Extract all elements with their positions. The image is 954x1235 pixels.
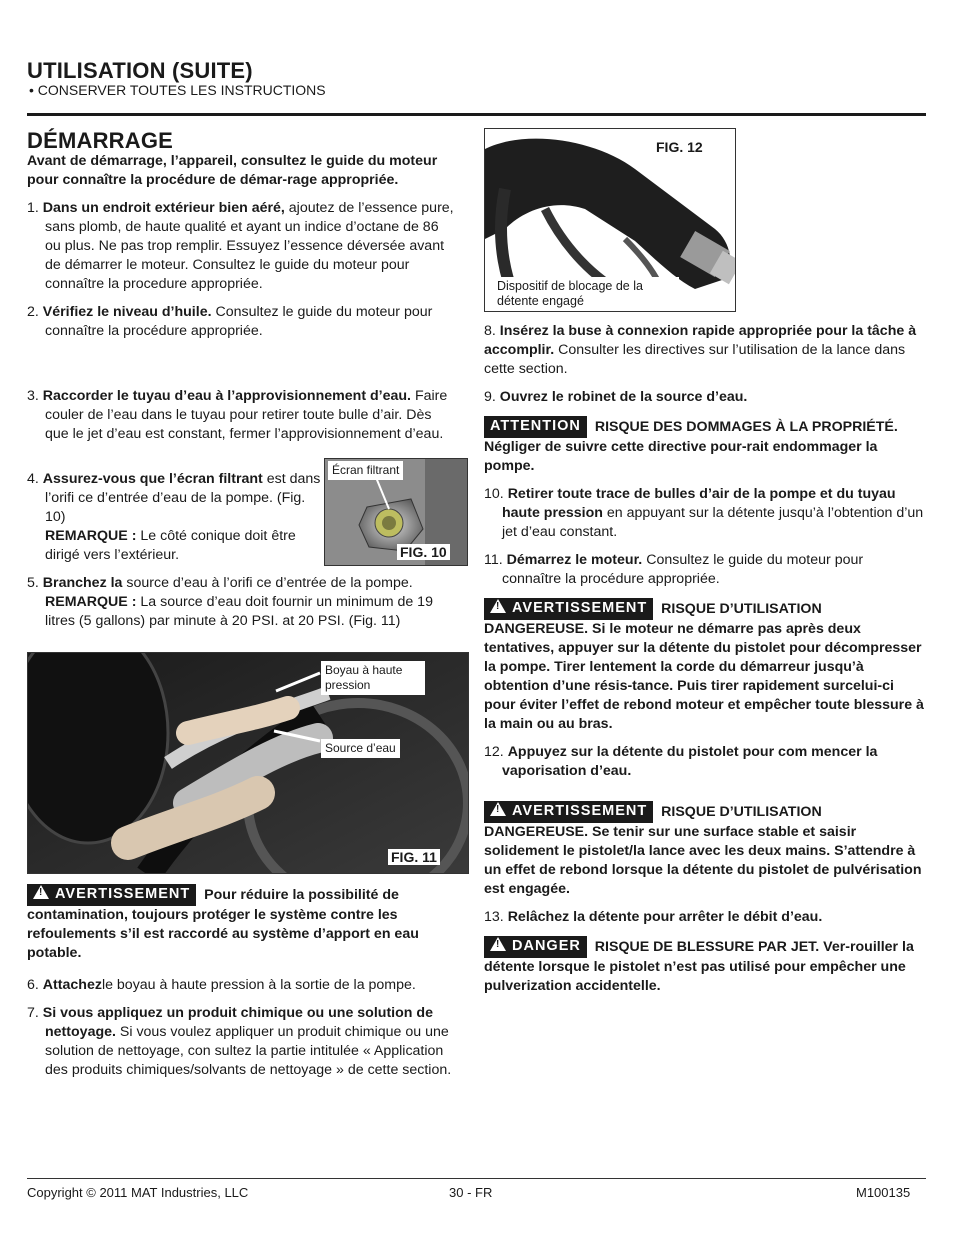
- section-title: DÉMARRAGE: [27, 128, 174, 153]
- figure-11: [27, 652, 469, 874]
- fig11-label: FIG. 11: [388, 849, 440, 865]
- alert-triangle-icon: !: [490, 937, 506, 951]
- step-13: 13. Relâchez la détente pour arrêter le débit d’eau.: [484, 909, 823, 925]
- step-3: 3. Raccorder le tuyau d’eau à l’approvisionnement d’eau. Faire couler de l’eau dans le tuyau pour retirer toute bulle d’air. Dès que le jet d’eau est constant, fermer l’approvisionnement d’eau.: [27, 388, 448, 442]
- danger-notice: ! DANGER RISQUE DE BLESSURE PAR JET. Ver-rouiller la détente lorsque le pistolet n’est pas utilisé pour empêcher une pulverization accidentelle.: [484, 938, 914, 994]
- footer-page-number: 30 - FR: [449, 1185, 493, 1200]
- warning-badge: ! AVERTISSEMENT: [27, 884, 196, 906]
- step-8: 8. Insérez la buse à connexion rapide appropriée pour la tâche à accomplir. Consulter les directives sur l’utilisation de la lance dans cette section.: [484, 323, 917, 377]
- left-column-bottom: [27, 976, 457, 1089]
- step-2: 2. Vérifiez le niveau d’huile. Consultez le guide du moteur pour connaître la procédure appropriée.: [27, 304, 433, 339]
- step-1: 1. Dans un endroit extérieur bien aéré, ajoutez de l’essence pure, sans plomb, de haute qualité et ayant un indice d’octane de 86 ou plus. Ne pas trop remplir. Essuyez l’essence déversée avant de démarrer le moteur. Consultez le guide du moteur pour connaître la procedure appropriée.: [27, 200, 454, 292]
- alert-triangle-icon: !: [33, 885, 49, 899]
- warning-engine-start: ! AVERTISSEMENT RISQUE D’UTILISATION DANGEREUSE. Si le moteur ne démarre pas après deux tentatives, appuyer sur la détente du pistolet pour décompresser la pompe. Tirer lentement la corde du démarreur jusqu’à obtention d’une résis-tance. Puis tirer rapidement surcelui-ci pour éviter l’effet de rebond moteur et empêcher toute blessure à la main ou au bras.: [484, 600, 924, 732]
- alert-triangle-icon: !: [490, 599, 506, 613]
- fig12-label: FIG. 12: [653, 139, 706, 155]
- step-7: 7. Si vous appliquez un produit chimique ou une solution de nettoyage. Si vous voulez appliquer un produit chimique ou une solution de nettoyage, con sultez la partie intitulée « Application des produits chimiques/solvants de nettoyage » de cette section.: [27, 1005, 452, 1078]
- danger-badge: ! DANGER: [484, 936, 587, 958]
- step-9: 9. Ouvrez le robinet de la source d’eau.: [484, 389, 748, 405]
- footer-doc-id: M100135: [856, 1185, 911, 1200]
- step-4: 4. Assurez-vous que l’écran filtrant est dans l’orifi ce d’entrée d’eau de la pompe. (Fig. 10) REMARQUE : Le côté conique doit être dirigé vers l’extérieur.: [27, 471, 321, 563]
- step-5: 5. Branchez la source d’eau à l’orifi ce d’entrée de la pompe. REMARQUE : La source d’eau doit fournir un minimum de 19 litres (5 gallons) par minute à 20 PSI. at 20 PSI. (Fig. 11): [27, 575, 433, 629]
- footer-copyright: Copyright © 2011 MAT Industries, LLC: [27, 1185, 249, 1200]
- fig11-callout-water-source: Source d’eau: [321, 739, 400, 758]
- alert-triangle-icon: !: [490, 802, 506, 816]
- page-title: UTILISATION (SUITE): [27, 58, 253, 83]
- footer-rule: [27, 1178, 926, 1179]
- warning-stable-surface: ! AVERTISSEMENT RISQUE D’UTILISATION DANGEREUSE. Se tenir sur une surface stable et saisir solidement le pistolet/la lance avec les deux mains. S’attendre à un effet de rebond lorsque la détente du pistolet de pulvérisation est engagée.: [484, 803, 922, 897]
- section-intro: Avant de démarrage, l’appareil, consultez le guide du moteur pour connaître la procédure de démar-rage appropriée.: [27, 153, 438, 188]
- figure-10: [324, 458, 468, 566]
- attention-notice: ATTENTION RISQUE DES DOMMAGES À LA PROPRIÉTÉ. Négliger de suivre cette directive pour-rait endommager la pompe.: [484, 418, 898, 474]
- step-11: 11. Démarrez le moteur. Consultez le guide du moteur pour connaître la procédure appropriée.: [484, 552, 864, 587]
- step-6: 6. Attachezle boyau à haute pression à la sortie de la pompe.: [27, 977, 416, 993]
- left-column-top: [27, 152, 457, 350]
- warning-contamination: ! AVERTISSEMENT Pour réduire la possibilité de contamination, toujours protéger le système contre les refoulements s’il est raccordé au système d’apport en eau potable.: [27, 886, 419, 961]
- figure-12: [484, 128, 736, 312]
- fig12-callout: Dispositif de blocage de la détente engagé: [493, 277, 679, 311]
- step-10: 10. Retirer toute trace de bulles d’air de la pompe et du tuyau haute pression en appuyant sur la détente jusqu’à l’obtention d’un jet d’eau constant.: [484, 486, 924, 540]
- step-12: 12. Appuyez sur la détente du pistolet pour com mencer la vaporisation d’eau.: [484, 744, 878, 779]
- right-column: [484, 322, 924, 1005]
- warning-badge: ! AVERTISSEMENT: [484, 801, 653, 823]
- fig11-callout-high-pressure-hose: Boyau à haute pression: [321, 661, 425, 695]
- fig10-callout: Écran filtrant: [328, 461, 403, 480]
- header-rule: [27, 113, 926, 116]
- attention-badge: ATTENTION: [484, 416, 587, 438]
- page-subtitle: • CONSERVER TOUTES LES INSTRUCTIONS: [29, 82, 326, 98]
- warning-badge: ! AVERTISSEMENT: [484, 598, 653, 620]
- fig10-label: FIG. 10: [397, 544, 450, 560]
